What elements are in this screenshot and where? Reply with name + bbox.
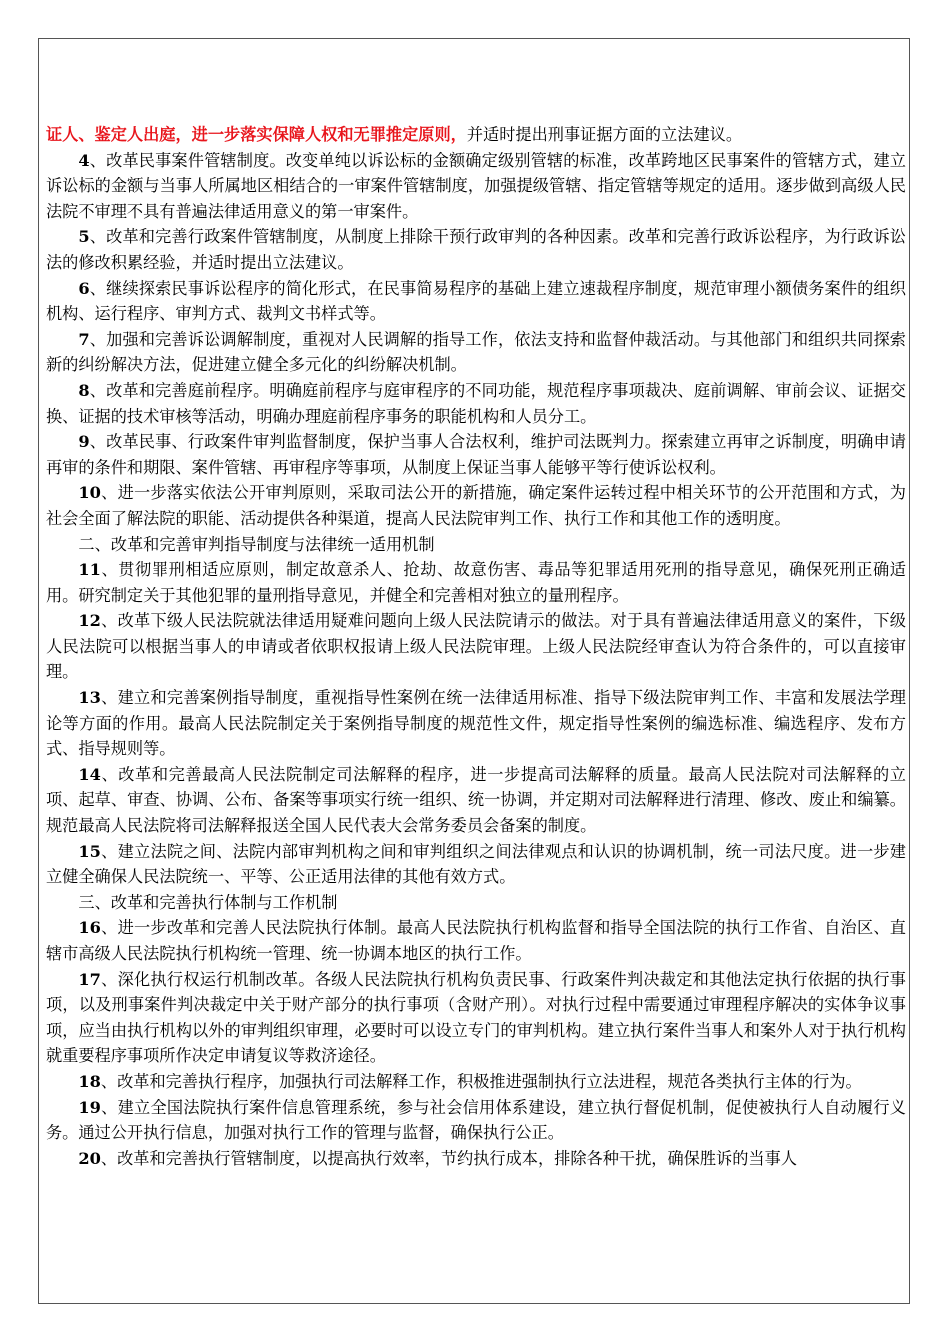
section-heading-2: 二、改革和完善审判指导制度与法律统一适用机制 [78, 534, 435, 554]
item-number: 14 [78, 764, 101, 784]
item-text: 、进一步落实依法公开审判原则，采取司法公开的新措施，确定案件运转过程中相关环节的公开范围和方式，为社会全面了解法院的职能、活动提供各种渠道，提高人民法院审判工作、执行工作和其他工作的透明度。 [46, 483, 906, 528]
paragraph-item-4 [46, 148, 906, 225]
paragraph-item-16 [46, 915, 906, 966]
item-text: 、建立全国法院执行案件信息管理系统，参与社会信用体系建设，建立执行督促机制，促使被执行人自动履行义务。通过公开执行信息，加强对执行工作的管理与监督，确保执行公正。 [46, 1097, 906, 1143]
item-text: 、改革民事、行政案件审判监督制度，保护当事人合法权利，维护司法既判力。探索建立再审之诉制度，明确申请再审的条件和期限、案件管辖、再审程序等事项，从制度上保证当事人能够平等行使诉讼权利。 [46, 432, 906, 477]
paragraph-item-13 [46, 685, 906, 762]
item-number: 13 [78, 688, 101, 708]
paragraph-item-8 [46, 378, 906, 429]
item-text: 、建立法院之间、法院内部审判机构之间和审判组织之间法律观点和认识的协调机制，统一司法尺度。进一步建立健全确保人民法院统一、平等、公正适用法律的其他有效方式。 [46, 841, 906, 887]
item-text: 、改革民事案件管辖制度。改变单纯以诉讼标的金额确定级别管辖的标准，改革跨地区民事案件的管辖方式，建立诉讼标的金额与当事人所属地区相结合的一审案件管辖制度，加强提级管辖、指定管辖等规定的适用。逐步做到高级人民法院不审理不具有普遍法律适用意义的第一审案件。 [46, 150, 906, 221]
paragraph-item-18 [46, 1069, 906, 1095]
paragraph-item-5 [46, 224, 906, 275]
item-number: 7 [78, 329, 90, 349]
item-number: 5 [78, 227, 90, 247]
item-text: 、改革和完善最高人民法院制定司法解释的程序，进一步提高司法解释的质量。最高人民法院对司法解释的立项、起草、审查、协调、公布、备案等事项实行统一组织、统一协调，并定期对司法解释进行清理、修改、废止和编纂。规范最高人民法院将司法解释报送全国人民代表大会常务委员会备案的制度。 [46, 764, 906, 836]
item-number: 9 [78, 432, 90, 452]
paragraph-item-11 [46, 557, 906, 608]
item-number: 19 [78, 1097, 101, 1117]
paragraph-item-7 [46, 327, 906, 378]
item-text: 、改革和完善庭前程序。明确庭前程序与庭审程序的不同功能，规范程序事项裁决、庭前调解、审前会议、证据交换、证据的技术审核等活动，明确办理庭前程序事务的职能机构和人员分工。 [46, 380, 906, 426]
highlighted-text: 证人、鉴定人出庭，进一步落实保障人权和无罪推定原则， [46, 125, 467, 144]
item-text: 、改革下级人民法院就法律适用疑难问题向上级人民法院请示的做法。对于具有普遍法律适用意义的案件，下级人民法院可以根据当事人的申请或者依职权报请上级人民法院审理。上级人民法院经审查认为符合条件的，可以直接审理。 [46, 611, 906, 682]
item-text: 、贯彻罪刑相适应原则，制定故意杀人、抢劫、故意伤害、毒品等犯罪适用死刑的指导意见，确保死刑正确适用。研究制定关于其他犯罪的量刑指导意见，并健全和完善相对独立的量刑程序。 [46, 560, 906, 605]
item-number: 6 [78, 278, 90, 298]
document-body [46, 122, 906, 1171]
paragraph-item-9 [46, 429, 906, 480]
paragraph-item-14 [46, 762, 906, 839]
item-number: 11 [78, 560, 101, 580]
item-text: 、继续探索民事诉讼程序的简化形式，在民事简易程序的基础上建立速裁程序制度，规范审理小额债务案件的组织机构、运行程序、审判方式、裁判文书样式等。 [46, 278, 906, 324]
paragraph-item-20 [46, 1146, 906, 1172]
item-number: 8 [78, 380, 90, 400]
item-number: 4 [78, 150, 90, 170]
paragraph-item-6 [46, 276, 906, 327]
item-number: 10 [78, 483, 101, 503]
item-text: 、建立和完善案例指导制度，重视指导性案例在统一法律适用标准、指导下级法院审判工作、丰富和发展法学理论等方面的作用。最高人民法院制定关于案例指导制度的规范性文件，规定指导性案例的编选标准、编选程序、发布方式、指导规则等。 [46, 688, 906, 759]
item-number: 12 [78, 611, 101, 631]
paragraph-item-17 [46, 967, 906, 1069]
paragraph-item-10 [46, 480, 906, 531]
paragraph-item-12 [46, 608, 906, 685]
paragraph-text: 并适时提出刑事证据方面的立法建议。 [466, 125, 743, 144]
item-text: 、改革和完善执行程序，加强执行司法解释工作，积极推进强制执行立法进程，规范各类执行主体的行为。 [100, 1071, 862, 1091]
item-text: 、改革和完善执行管辖制度，以提高执行效率，节约执行成本，排除各种干扰，确保胜诉的当事人 [100, 1148, 797, 1168]
section-heading-3: 三、改革和完善执行体制与工作机制 [78, 892, 338, 912]
paragraph-item-19 [46, 1095, 906, 1146]
item-text: 、加强和完善诉讼调解制度，重视对人民调解的指导工作，依法支持和监督仲裁活动。与其他部门和组织共同探索新的纠纷解决方法，促进建立健全多元化的纠纷解决机制。 [46, 329, 906, 375]
item-number: 20 [78, 1148, 101, 1168]
item-number: 15 [78, 841, 101, 861]
paragraph-continuation [46, 122, 906, 148]
item-number: 17 [78, 969, 101, 989]
item-number: 16 [78, 918, 101, 938]
paragraph-item-15 [46, 839, 906, 890]
item-text: 、改革和完善行政案件管辖制度，从制度上排除干预行政审判的各种因素。改革和完善行政诉讼程序，为行政诉讼法的修改积累经验，并适时提出立法建议。 [46, 227, 906, 272]
item-text: 、深化执行权运行机制改革。各级人民法院执行机构负责民事、行政案件判决裁定和其他法定执行依据的执行事项，以及刑事案件判决裁定中关于财产部分的执行事项（含财产刑）。对执行过程中需要通过审理程序解决的实体争议事项，应当由执行机构以外的审判组织审理，必要时可以设立专门的审判机构。建立执行案件当事人和案外人对于执行机构就重要程序事项所作决定申请复议等救济途径。 [46, 969, 906, 1066]
item-text: 、进一步改革和完善人民法院执行体制。最高人民法院执行机构监督和指导全国法院的执行工作省、自治区、直辖市高级人民法院执行机构统一管理、统一协调本地区的执行工作。 [46, 918, 906, 963]
item-number: 18 [78, 1071, 101, 1091]
